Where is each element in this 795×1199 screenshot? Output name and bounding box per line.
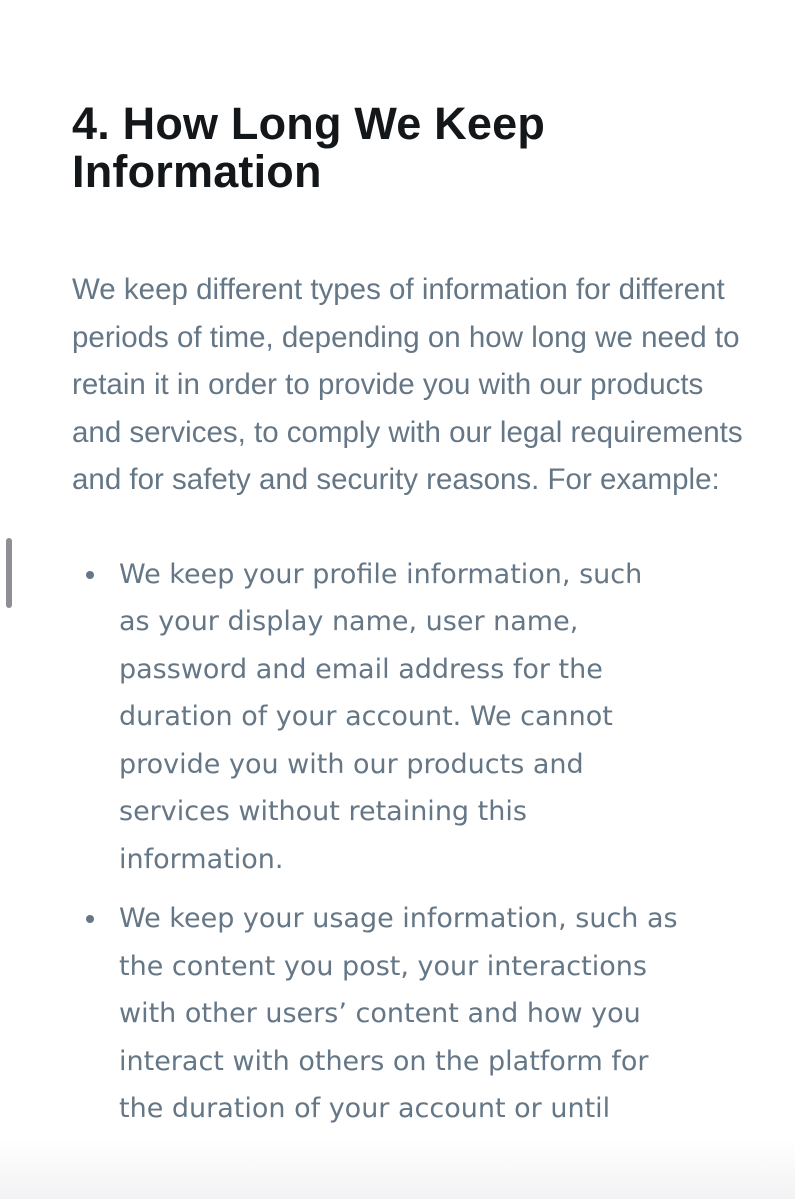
section-title: 4. How Long We Keep Information: [72, 98, 546, 197]
scroll-indicator[interactable]: [6, 538, 12, 608]
intro-paragraph: We keep different types of information for different periods of time, depending on how long we need to retain it in order to provide you with our products and services, to comply with our legal requirements and for safety and security reasons. For example:: [72, 273, 743, 496]
list-item-text: We keep your profile information, such as your display name, user name, password and email address for the duration of your account. We cannot provide you with our products and services without retaining this information.: [119, 558, 643, 875]
list-item: [72, 895, 679, 1133]
list-item: [72, 551, 679, 884]
retention-list: [72, 551, 752, 1133]
bullet-dot-icon: [86, 571, 94, 579]
policy-section: [72, 100, 752, 1145]
bullet-dot-icon: [86, 915, 94, 923]
bottom-fade-overlay: [0, 1139, 795, 1199]
list-item-text: We keep your usage information, such as the content you post, your interactions with other users’ content and how you interact with others on the platform for the duration of your account or until: [119, 903, 678, 1124]
